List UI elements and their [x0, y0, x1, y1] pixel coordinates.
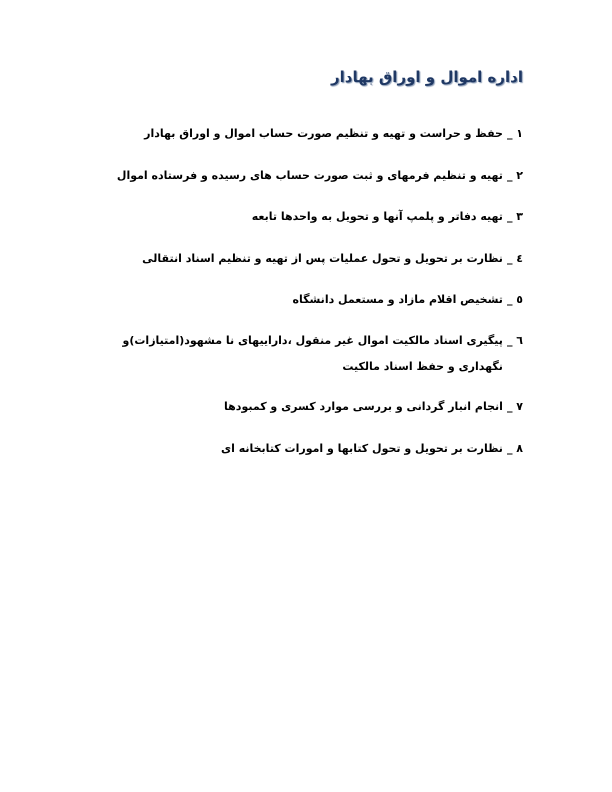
item-text: تشخیص اقلام مازاد و مستعمل دانشگاه	[292, 293, 503, 306]
list-item	[83, 393, 523, 421]
item-number: ۳ _	[506, 210, 523, 223]
list-item	[83, 162, 523, 190]
list-item	[83, 203, 523, 231]
list-item	[83, 120, 523, 148]
item-number: ۷ _	[506, 400, 523, 413]
item-text: پیگیری اسناد مالکیت اموال غیر منقول ،داراییهای نا مشهود(امتیازات)و نگهداری و حفظ اسناد مالکیت	[122, 333, 503, 373]
duties-list	[83, 120, 523, 476]
item-number: ۸ _	[506, 441, 523, 455]
item-number: ٥ _	[506, 293, 523, 306]
item-text: نظارت بر تحویل و تحول عملیات پس از تهیه و تنظیم اسناد انتقالی	[142, 251, 503, 265]
list-item	[83, 286, 523, 314]
list-item	[83, 245, 523, 273]
item-number: ۱ _	[506, 127, 523, 140]
page-title: اداره اموال و اوراق بهادار	[331, 68, 523, 86]
item-text: تهیه و تنظیم فرمهای و ثبت صورت حساب های رسیده و فرستاده اموال	[116, 168, 503, 182]
item-number: ٤ _	[506, 251, 523, 265]
list-item	[83, 435, 523, 463]
item-text: نظارت بر تحویل و تحول کتابها و امورات کتابخانه ای	[221, 441, 503, 455]
list-item	[83, 328, 523, 380]
item-text: انجام انبار گردانی و بررسی موارد کسری و کمبودها	[224, 400, 503, 413]
item-number: ٦ _	[506, 333, 523, 347]
item-text: تهیه دفاتر و پلمپ آنها و تحویل به واحدها تابعه	[251, 210, 503, 223]
item-number: ۲ _	[506, 168, 523, 182]
item-text: حفظ و حراست و تهیه و تنظیم صورت حساب اموال و اوراق بهادار	[144, 127, 503, 140]
